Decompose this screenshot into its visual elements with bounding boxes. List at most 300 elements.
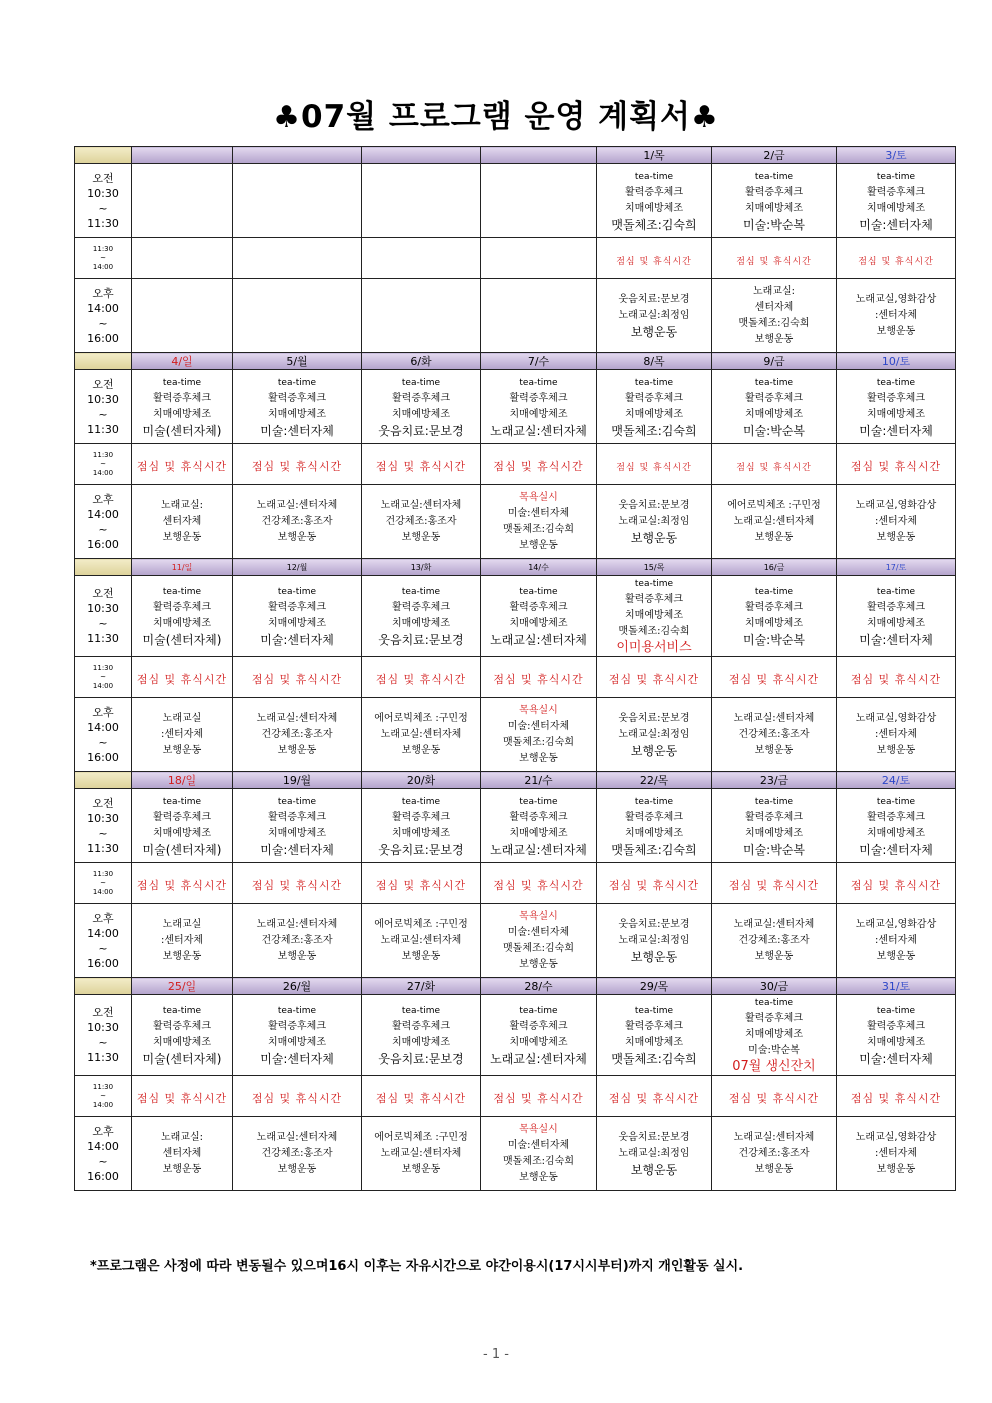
lunch-text: 점심 및 휴식시간 xyxy=(608,878,700,892)
activity-line: 노래교실:최정임 xyxy=(618,728,690,740)
lunch-text: 점심 및 휴식시간 xyxy=(493,459,584,473)
activity-line: 미술:센터자체 xyxy=(859,842,933,857)
activity-line: 보행운동 xyxy=(401,1163,441,1175)
morning-cell xyxy=(837,995,956,1076)
lunch-cell xyxy=(233,1076,362,1117)
lunch-time-label xyxy=(75,657,132,698)
activity-line: 웃음치료:문보경 xyxy=(618,712,690,724)
activity-line: 노래교실: xyxy=(160,1131,203,1143)
activity-line: tea-time xyxy=(162,1006,202,1016)
day-header xyxy=(233,147,362,164)
activity-line: 노래교실:센터자체 xyxy=(256,918,338,930)
lunch-text: 점심 및 휴식시간 xyxy=(251,878,343,892)
morning-cell xyxy=(597,995,712,1076)
activity-line: 치매예방체조 xyxy=(625,202,683,214)
time-label-line: 오후 xyxy=(92,705,114,719)
activity-line: 치매예방체조 xyxy=(268,1037,326,1048)
week-header-row xyxy=(75,772,956,789)
lunch-cell xyxy=(597,238,712,279)
activity-line: 치매예방체조 xyxy=(867,618,925,629)
time-label-line: 14:00 xyxy=(87,926,119,940)
lunch-cell xyxy=(362,238,481,279)
activity-line: 치매예방체조 xyxy=(509,408,568,420)
activity-line: 미술:박순복 xyxy=(742,423,805,438)
lunch-cell xyxy=(481,863,597,904)
activity-line: 활력증후체크 xyxy=(625,594,683,605)
club-icon: ♣ xyxy=(690,100,719,135)
time-label-line: 16:00 xyxy=(87,331,119,345)
activity-line: :센터자체 xyxy=(874,515,917,527)
activity-line: 보행운동 xyxy=(277,1163,317,1175)
morning-cell xyxy=(132,995,233,1076)
activity-line: 건강체조:홍조자 xyxy=(261,1147,333,1159)
time-label-line: 14:00 xyxy=(92,1100,114,1109)
day-header: 31/토 xyxy=(837,978,956,995)
afternoon-cell xyxy=(597,279,712,353)
page-number: - 1 - xyxy=(483,1347,509,1362)
afternoon-cell xyxy=(233,485,362,559)
activity-line: 보행운동 xyxy=(630,949,678,964)
day-header: 17/토 xyxy=(837,559,956,576)
lunch-row xyxy=(75,657,956,698)
activity-line: 보행운동 xyxy=(519,752,558,764)
activity-line: 노래교실:센터자체 xyxy=(733,712,815,724)
activity-line: 미술:센터자체 xyxy=(260,842,334,857)
lunch-text: 점심 및 휴식시간 xyxy=(850,672,942,686)
activity-line: 웃음치료:문보경 xyxy=(618,499,690,511)
afternoon-cell xyxy=(712,485,837,559)
activity-line: 노래교실,영화감상 xyxy=(855,499,937,511)
activity-line: tea-time xyxy=(754,998,794,1008)
activity-line: 노래교실,영화감상 xyxy=(855,293,937,305)
activity-line: :센터자체 xyxy=(160,728,203,740)
activity-line: 맷돌체조:김숙희 xyxy=(611,1052,697,1066)
activity-line: 보행운동 xyxy=(630,743,678,758)
activity-line: 치매예방체조 xyxy=(509,618,568,629)
activity-line: 활력증후체크 xyxy=(153,1021,211,1032)
day-header: 11/일 xyxy=(132,559,233,576)
activity-line: 치매예방체조 xyxy=(153,618,211,629)
morning-cell xyxy=(837,164,956,238)
day-header: 25/일 xyxy=(132,978,233,995)
afternoon-cell xyxy=(712,904,837,978)
day-header: 23/금 xyxy=(712,772,837,789)
afternoon-cell xyxy=(837,904,956,978)
lunch-cell xyxy=(481,1076,597,1117)
lunch-row xyxy=(75,863,956,904)
lunch-text: 점심 및 휴식시간 xyxy=(728,1091,820,1105)
activity-line: 치매예방체조 xyxy=(268,408,326,420)
lunch-text: 점심 및 휴식시간 xyxy=(375,459,467,473)
morning-cell xyxy=(597,789,712,863)
lunch-cell xyxy=(362,444,481,485)
day-header: 10/토 xyxy=(837,353,956,370)
lunch-cell xyxy=(597,1076,712,1117)
activity-line: 활력증후체크 xyxy=(392,811,450,823)
time-label-line: ~ xyxy=(98,201,108,215)
afternoon-row xyxy=(75,279,956,353)
lunch-text: 점심 및 휴식시간 xyxy=(251,672,343,686)
afternoon-cell xyxy=(481,904,597,978)
activity-line: 활력증후체크 xyxy=(268,1021,326,1032)
time-label-line: 오전 xyxy=(92,377,114,391)
activity-line: 활력증후체크 xyxy=(625,186,683,198)
activity-line: 노래교실:최정임 xyxy=(618,515,690,527)
activity-line: 미술:박순복 xyxy=(742,217,805,232)
activity-line: 노래교실:센터자체 xyxy=(733,515,815,527)
day-header: 9/금 xyxy=(712,353,837,370)
day-header: 8/목 xyxy=(597,353,712,370)
lunch-text: 점심 및 휴식시간 xyxy=(136,459,228,473)
activity-line: 노래교실:센터자체 xyxy=(490,633,587,647)
activity-line: 노래교실:최정임 xyxy=(618,1147,690,1159)
activity-line: tea-time xyxy=(519,377,558,388)
title-text: 07월 프로그램 운영 계획서 xyxy=(301,99,691,135)
day-header: 16/금 xyxy=(712,559,837,576)
lunch-cell xyxy=(712,657,837,698)
morning-cell xyxy=(712,370,837,444)
lunch-text: 점심 및 휴식시간 xyxy=(375,672,467,686)
lunch-text: 점심 및 휴식시간 xyxy=(736,462,812,473)
afternoon-cell xyxy=(233,279,362,353)
morning-time-label xyxy=(75,789,132,863)
activity-line: 노래교실:센터자체 xyxy=(380,1147,462,1159)
morning-cell xyxy=(362,995,481,1076)
activity-line: tea-time xyxy=(519,587,558,597)
activity-line: tea-time xyxy=(277,377,317,388)
time-label-line: 16:00 xyxy=(87,750,119,764)
activity-line: 보행운동 xyxy=(630,1162,678,1177)
activity-line: 활력증후체크 xyxy=(392,602,450,613)
time-label-line: 10:30 xyxy=(87,602,119,615)
afternoon-cell xyxy=(712,279,837,353)
activity-line: tea-time xyxy=(277,587,317,597)
club-icon: ♣ xyxy=(273,100,301,135)
activity-line: 치매예방체조 xyxy=(867,202,925,214)
activity-line: 노래교실,영화감상 xyxy=(855,1131,937,1143)
day-header: 12/월 xyxy=(233,559,362,576)
activity-line: 보행운동 xyxy=(876,1163,916,1175)
activity-line: 활력증후체크 xyxy=(867,186,925,198)
lunch-cell xyxy=(362,657,481,698)
morning-cell xyxy=(837,370,956,444)
activity-line: 활력증후체크 xyxy=(867,811,925,823)
lunch-text: 점심 및 휴식시간 xyxy=(493,672,584,686)
day-header: 1/목 xyxy=(597,147,712,164)
activity-line: 목욕실시 xyxy=(519,1123,558,1135)
afternoon-time-label xyxy=(75,485,132,559)
day-header: 15/목 xyxy=(597,559,712,576)
activity-line: 보행운동 xyxy=(630,324,678,339)
activity-line: 보행운동 xyxy=(162,744,202,756)
afternoon-cell xyxy=(712,698,837,772)
activity-line: 치매예방체조 xyxy=(153,408,211,420)
time-label-line: ~ xyxy=(98,617,108,630)
lunch-cell xyxy=(597,444,712,485)
activity-line: 건강체조:홍조자 xyxy=(261,934,333,946)
activity-line: 치매예방체조 xyxy=(392,618,450,629)
morning-cell xyxy=(481,370,597,444)
activity-line: 맷돌체조:김숙희 xyxy=(618,626,690,637)
time-label-line: 14:00 xyxy=(87,507,119,521)
activity-line: 치매예방체조 xyxy=(625,827,683,839)
time-label-line: 14:00 xyxy=(92,681,114,690)
morning-row xyxy=(75,789,956,863)
activity-line: 활력증후체크 xyxy=(745,811,803,823)
time-label-line: 14:00 xyxy=(92,887,114,896)
time-label-line: ~ xyxy=(100,1091,106,1100)
activity-line: tea-time xyxy=(634,796,674,807)
lunch-cell xyxy=(132,863,233,904)
lunch-cell xyxy=(233,238,362,279)
activity-line: 노래교실:센터자체 xyxy=(256,712,338,724)
day-header: 30/금 xyxy=(712,978,837,995)
activity-line: 활력증후체크 xyxy=(268,811,326,823)
week-header-row xyxy=(75,147,956,164)
activity-line: 치매예방체조 xyxy=(268,827,326,839)
morning-cell xyxy=(597,370,712,444)
lunch-cell xyxy=(837,238,956,279)
afternoon-cell xyxy=(362,279,481,353)
time-label-line: 14:00 xyxy=(92,468,114,477)
day-header: 13/화 xyxy=(362,559,481,576)
activity-line: 노래교실,영화감상 xyxy=(855,712,937,724)
lunch-text: 점심 및 휴식시간 xyxy=(736,256,812,267)
activity-line: 치매예방체조 xyxy=(867,827,925,839)
day-header xyxy=(362,147,481,164)
activity-line: tea-time xyxy=(162,587,202,597)
afternoon-time-label xyxy=(75,279,132,353)
day-header: 27/화 xyxy=(362,978,481,995)
afternoon-cell xyxy=(597,698,712,772)
activity-line: 보행운동 xyxy=(277,950,317,962)
afternoon-row xyxy=(75,485,956,559)
afternoon-cell xyxy=(837,1117,956,1191)
afternoon-cell xyxy=(362,485,481,559)
activity-line: 노래교실:센터자체 xyxy=(256,499,338,511)
activity-line: 맷돌체조:김숙희 xyxy=(611,217,697,232)
day-header: 20/화 xyxy=(362,772,481,789)
morning-cell xyxy=(233,576,362,657)
activity-line: 치매예방체조 xyxy=(867,408,925,420)
lunch-cell xyxy=(837,657,956,698)
afternoon-cell xyxy=(132,279,233,353)
time-label-line: 11:30 xyxy=(87,1051,119,1064)
lunch-cell xyxy=(233,657,362,698)
activity-line: :센터자체 xyxy=(874,1147,917,1159)
lunch-cell xyxy=(362,1076,481,1117)
activity-line: tea-time xyxy=(634,171,674,182)
day-header: 4/일 xyxy=(132,353,233,370)
lunch-text: 점심 및 휴식시간 xyxy=(616,462,692,473)
day-header: 5/월 xyxy=(233,353,362,370)
afternoon-cell xyxy=(132,904,233,978)
lunch-text: 점심 및 휴식시간 xyxy=(850,878,942,892)
lunch-time-label xyxy=(75,238,132,279)
lunch-text: 점심 및 휴식시간 xyxy=(608,672,700,686)
activity-line: 활력증후체크 xyxy=(392,392,450,404)
lunch-text: 점심 및 휴식시간 xyxy=(493,878,584,892)
lunch-cell xyxy=(597,657,712,698)
afternoon-row xyxy=(75,698,956,772)
morning-row xyxy=(75,164,956,238)
morning-row xyxy=(75,370,956,444)
lunch-text: 점심 및 휴식시간 xyxy=(608,1091,700,1105)
activity-line: 에어로빅체조 :구민정 xyxy=(727,499,821,511)
morning-cell xyxy=(481,164,597,238)
activity-line: 보행운동 xyxy=(754,744,794,756)
activity-line: :센터자체 xyxy=(160,934,203,946)
activity-line: 미술:박순복 xyxy=(742,842,805,857)
activity-line: 맷돌체조:김숙희 xyxy=(503,736,574,748)
activity-line: 보행운동 xyxy=(519,1171,558,1183)
lunch-text: 점심 및 휴식시간 xyxy=(858,256,934,267)
activity-line: 치매예방체조 xyxy=(509,1037,568,1048)
activity-line: 치매예방체조 xyxy=(392,408,450,420)
morning-cell xyxy=(132,789,233,863)
activity-line: 보행운동 xyxy=(162,531,202,543)
week-header-row xyxy=(75,978,956,995)
activity-line: 미술:박순복 xyxy=(748,1045,800,1056)
activity-line: 목욕실시 xyxy=(519,491,558,503)
morning-cell xyxy=(233,995,362,1076)
activity-line: 보행운동 xyxy=(876,325,916,337)
activity-line: 맷돌체조:김숙희 xyxy=(611,423,697,438)
activity-line: tea-time xyxy=(401,587,441,597)
activity-line: 치매예방체조 xyxy=(625,610,683,621)
activity-line: 보행운동 xyxy=(754,333,794,345)
day-header xyxy=(481,147,597,164)
activity-line: 노래교실:센터자체 xyxy=(380,499,462,511)
activity-line: 미술(센터자체) xyxy=(142,842,222,857)
activity-line: 치매예방체조 xyxy=(509,827,568,839)
activity-line: 활력증후체크 xyxy=(509,1021,568,1032)
time-label-line: 14:00 xyxy=(87,301,119,315)
morning-cell xyxy=(597,164,712,238)
day-header: 26/월 xyxy=(233,978,362,995)
afternoon-cell xyxy=(481,279,597,353)
time-label-line: 11:30 xyxy=(92,1082,114,1091)
afternoon-cell xyxy=(233,1117,362,1191)
time-label-line: ~ xyxy=(98,941,108,955)
lunch-cell xyxy=(132,444,233,485)
activity-line: 보행운동 xyxy=(162,950,202,962)
lunch-time-label xyxy=(75,444,132,485)
activity-line: 보행운동 xyxy=(519,539,558,551)
lunch-cell xyxy=(712,1076,837,1117)
activity-line: 보행운동 xyxy=(401,531,441,543)
time-label-line: 11:30 xyxy=(92,663,114,672)
afternoon-cell xyxy=(597,1117,712,1191)
afternoon-cell xyxy=(362,904,481,978)
activity-line: 치매예방체조 xyxy=(745,1029,803,1040)
activity-line: 보행운동 xyxy=(162,1163,202,1175)
activity-line: 노래교실:센터자체 xyxy=(733,1131,815,1143)
day-header: 6/화 xyxy=(362,353,481,370)
activity-line: 목욕실시 xyxy=(519,704,558,716)
activity-line: tea-time xyxy=(876,1006,916,1016)
lunch-text: 점심 및 휴식시간 xyxy=(616,256,692,267)
activity-line: 치매예방체조 xyxy=(153,1037,211,1048)
activity-line: tea-time xyxy=(162,377,202,388)
activity-line: 노래교실: xyxy=(752,285,795,297)
time-label-line: ~ xyxy=(100,672,106,681)
morning-cell xyxy=(712,995,837,1076)
time-label-line: 14:00 xyxy=(87,1139,119,1153)
activity-line: 노래교실:센터자체 xyxy=(733,918,815,930)
afternoon-cell xyxy=(132,1117,233,1191)
activity-line: 노래교실 xyxy=(162,918,202,930)
morning-cell xyxy=(481,995,597,1076)
activity-line: 노래교실:센터자체 xyxy=(380,934,462,946)
week-header-row xyxy=(75,353,956,370)
activity-line: 건강체조:홍조자 xyxy=(385,515,457,527)
activity-line: 미술:센터자체 xyxy=(507,507,570,519)
time-label-line: ~ xyxy=(98,316,108,330)
day-header: 3/토 xyxy=(837,147,956,164)
activity-line: 미술:센터자체 xyxy=(260,633,334,647)
morning-cell xyxy=(712,576,837,657)
activity-line: 건강체조:홍조자 xyxy=(261,728,333,740)
afternoon-time-label xyxy=(75,904,132,978)
time-label-line: ~ xyxy=(98,522,108,536)
lunch-time-label xyxy=(75,1076,132,1117)
morning-cell xyxy=(132,576,233,657)
activity-line: 맷돌체조:김숙희 xyxy=(738,317,810,329)
morning-cell xyxy=(712,164,837,238)
lunch-text: 점심 및 휴식시간 xyxy=(375,878,467,892)
activity-line: 맷돌체조:김숙희 xyxy=(503,942,574,954)
time-label-line: 오후 xyxy=(92,492,114,506)
activity-line: 미술(센터자체) xyxy=(142,633,222,647)
activity-line: 치매예방체조 xyxy=(153,827,211,839)
activity-line: 활력증후체크 xyxy=(867,602,925,613)
activity-line: :센터자체 xyxy=(874,934,917,946)
activity-line: 활력증후체크 xyxy=(268,392,326,404)
lunch-cell xyxy=(712,238,837,279)
activity-line: tea-time xyxy=(876,377,916,388)
afternoon-cell xyxy=(597,485,712,559)
schedule-table xyxy=(74,146,956,1191)
activity-line: tea-time xyxy=(401,796,441,807)
activity-line: 목욕실시 xyxy=(519,910,558,922)
time-label-line: 16:00 xyxy=(87,956,119,970)
morning-cell xyxy=(233,164,362,238)
lunch-row xyxy=(75,238,956,279)
activity-line: 보행운동 xyxy=(876,744,916,756)
activity-line: 활력증후체크 xyxy=(867,392,925,404)
afternoon-cell xyxy=(132,485,233,559)
activity-line: 웃음치료:문보경 xyxy=(378,633,464,647)
day-header xyxy=(132,147,233,164)
activity-line: 에어로빅체조 :구민정 xyxy=(374,712,468,724)
activity-line: 노래교실:센터자체 xyxy=(490,842,587,857)
time-label-line: ~ xyxy=(100,253,106,262)
lunch-text: 점심 및 휴식시간 xyxy=(493,1091,584,1105)
activity-line: 미술:센터자체 xyxy=(859,423,933,438)
time-label-line: 오후 xyxy=(92,286,114,300)
activity-line: 맷돌체조:김숙희 xyxy=(611,842,697,857)
activity-line: tea-time xyxy=(754,587,794,597)
lunch-cell xyxy=(481,657,597,698)
day-header: 2/금 xyxy=(712,147,837,164)
activity-line: 활력증후체크 xyxy=(745,602,803,613)
lunch-text: 점심 및 휴식시간 xyxy=(136,878,228,892)
afternoon-cell xyxy=(597,904,712,978)
afternoon-time-label xyxy=(75,698,132,772)
morning-cell xyxy=(362,789,481,863)
lunch-row xyxy=(75,1076,956,1117)
